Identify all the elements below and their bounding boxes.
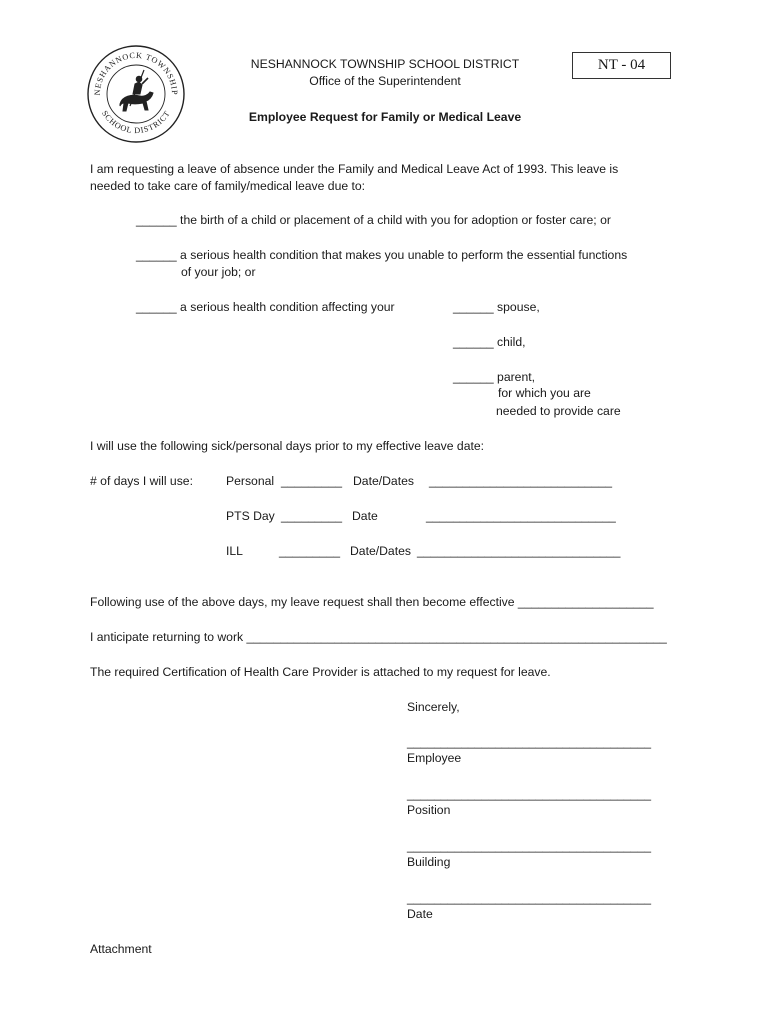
district-name: NESHANNOCK TOWNSHIP SCHOOL DISTRICT: [250, 57, 520, 71]
personal-date-label: Date/Dates: [353, 474, 414, 488]
intro-line-1: I am requesting a leave of absence under the Family and Medical Leave Act of 1993. This leave is: [90, 162, 619, 176]
ill-date-blank[interactable]: ______________________________: [417, 544, 621, 558]
svg-text:SCHOOL DISTRICT: SCHOOL DISTRICT: [99, 108, 173, 136]
day-type-personal: Personal: [226, 474, 275, 488]
office-name: Office of the Superintendent: [309, 74, 461, 88]
form-title: Employee Request for Family or Medical Leave: [248, 110, 522, 124]
option-child[interactable]: ______ child,: [453, 335, 526, 349]
reason-birth-placement[interactable]: ______ the birth of a child or placement of a child with you for adoption or foster care; or: [136, 213, 611, 227]
parent-note-line-1: for which you are: [498, 386, 591, 400]
pts-date-blank[interactable]: ____________________________: [426, 509, 616, 523]
personal-days-blank[interactable]: _________: [281, 474, 343, 488]
days-label: # of days I will use:: [90, 474, 193, 488]
personal-date-blank[interactable]: ___________________________: [429, 474, 613, 488]
reason-family-health[interactable]: ______ a serious health condition affecting your: [136, 300, 395, 314]
building-label: Building: [407, 855, 451, 869]
building-line[interactable]: ____________________________________: [407, 839, 652, 853]
ill-date-label: Date/Dates: [350, 544, 411, 558]
days-intro: I will use the following sick/personal days prior to my effective leave date:: [90, 439, 485, 453]
reason-own-health-line-2: of your job; or: [181, 265, 256, 279]
parent-note-line-2: needed to provide care: [496, 404, 621, 418]
ill-days-blank[interactable]: _________: [279, 544, 341, 558]
option-parent[interactable]: ______ parent,: [453, 370, 535, 384]
date-line[interactable]: ____________________________________: [407, 891, 652, 905]
day-type-pts: PTS Day: [226, 509, 275, 523]
position-line[interactable]: ____________________________________: [407, 787, 652, 801]
svg-text:NESHANNOCK TOWNSHIP: NESHANNOCK TOWNSHIP: [92, 50, 180, 96]
reason-own-health-line-1[interactable]: ______ a serious health condition that makes you unable to perform the essential functions: [136, 248, 628, 262]
attachment-label: Attachment: [90, 942, 152, 956]
pts-days-blank[interactable]: _________: [281, 509, 343, 523]
pts-date-label: Date: [352, 509, 378, 523]
district-seal-logo: [86, 44, 186, 144]
date-label: Date: [407, 907, 433, 921]
certification-statement: The required Certification of Health Care Provider is attached to my request for leave.: [90, 665, 551, 679]
day-type-ill: ILL: [226, 544, 243, 558]
position-label: Position: [407, 803, 451, 817]
form-code-box: NT - 04: [572, 52, 671, 79]
closing-sincerely: Sincerely,: [407, 700, 460, 714]
effective-date-line[interactable]: Following use of the above days, my leave request shall then become effective ____________________: [90, 595, 654, 609]
option-spouse[interactable]: ______ spouse,: [453, 300, 540, 314]
intro-line-2: needed to take care of family/medical leave due to:: [90, 179, 366, 193]
employee-signature-line[interactable]: ____________________________________: [407, 735, 652, 749]
employee-label: Employee: [407, 751, 462, 765]
return-date-line[interactable]: I anticipate returning to work ______________________________________________________________: [90, 630, 667, 644]
